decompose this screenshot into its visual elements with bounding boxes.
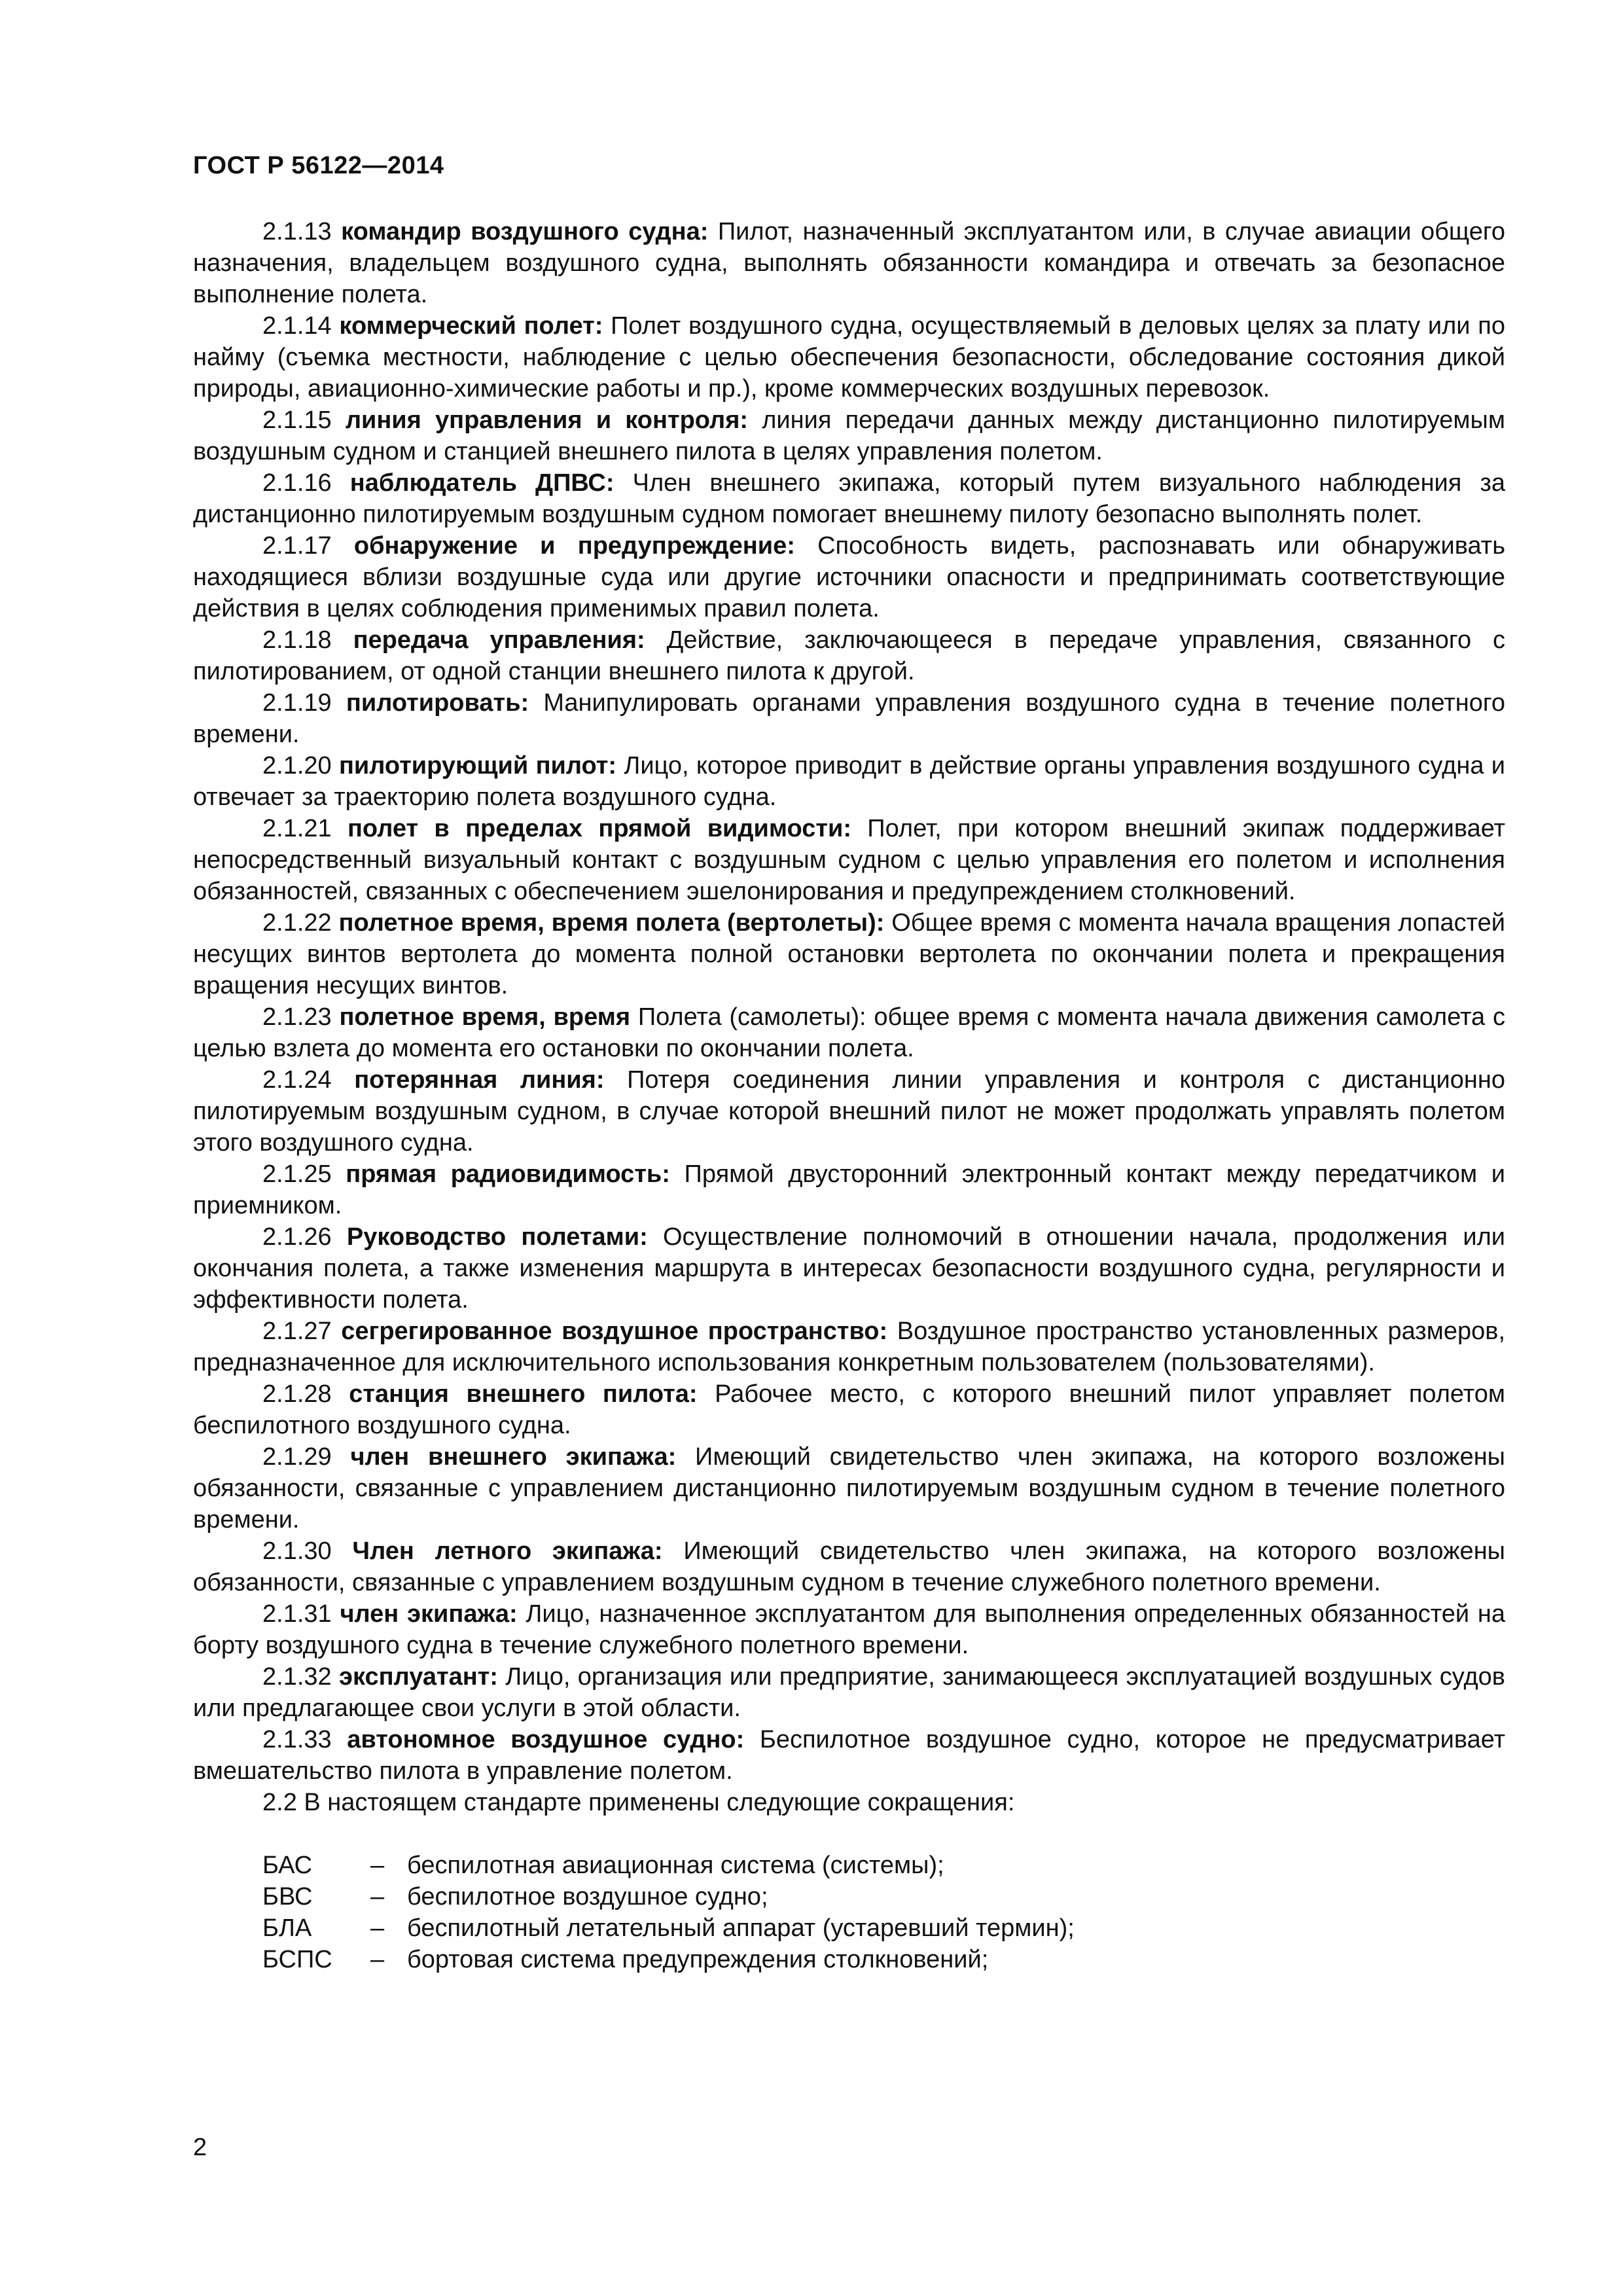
definition-paragraph xyxy=(193,1724,1505,1787)
abbreviation-code: БЛА xyxy=(262,1914,312,1942)
definition-text: Полет, при котором внешний экипаж поддерживает непосредственный визуальный контакт с воздушным судном с целью управления его полетом и исполнения обязанностей, связанных с обеспечением эшелонирования и предупреждением столкновений. xyxy=(193,815,1506,905)
definition-number: 2.1.14 xyxy=(262,312,332,340)
definition-paragraph xyxy=(193,1158,1505,1221)
abbreviation-dash: – xyxy=(370,1946,385,1973)
definition-number: 2.1.23 xyxy=(262,1003,332,1031)
definition-text: Общее время с момента начала вращения лопастей несущих винтов вертолета до момента полной остановки вертолета по окончании полета и прекращения вращения несущих винтов. xyxy=(193,909,1505,999)
definition-text: Способность видеть, распознавать или обнаруживать находящиеся вблизи воздушные суда или другие источники опасности и предпринимать соответствующие действия в целях соблюдения применимых правил полета. xyxy=(193,532,1505,622)
definition-term: станция внешнего пилота: xyxy=(349,1380,698,1408)
abbreviation-row xyxy=(193,1944,1505,1975)
definition-term: передача управления: xyxy=(353,626,645,654)
abbreviation-text: бортовая система предупреждения столкновений; xyxy=(407,1946,989,1973)
definition-term: полет в пределах прямой видимости: xyxy=(347,815,851,842)
abbreviations-intro: 2.2 В настоящем стандарте применены следующие сокращения: xyxy=(262,1789,1015,1816)
definition-term: обнаружение и предупреждение: xyxy=(353,532,795,560)
definition-paragraph xyxy=(193,1221,1505,1316)
definition-number: 2.1.22 xyxy=(262,909,332,937)
definition-paragraph xyxy=(193,216,1505,310)
definition-term: потерянная линия: xyxy=(354,1066,605,1094)
definition-paragraph xyxy=(193,813,1505,907)
abbreviation-row xyxy=(193,1912,1505,1944)
definition-paragraph xyxy=(193,1316,1505,1378)
definition-number: 2.1.21 xyxy=(262,815,332,842)
abbreviation-row xyxy=(193,1881,1505,1912)
definition-paragraph xyxy=(193,404,1505,467)
definition-term: полетное время, время полета (вертолеты): xyxy=(338,909,885,937)
definition-text: Имеющий свидетельство член экипажа, на которого возложены обязанности, связанные с управлением воздушным судном в течение служебного полетного времени. xyxy=(193,1537,1505,1596)
abbreviation-text: беспилотное воздушное судно; xyxy=(407,1883,768,1910)
definition-term: пилотирующий пилот: xyxy=(338,752,617,780)
definition-text: Полет воздушного судна, осуществляемый в деловых целях за плату или по найму (съемка местности, наблюдение с целью обеспечения безопасности, обследование состояния дикой природы, авиационно-химические работы и пр.), кроме коммерческих воздушных перевозок. xyxy=(193,312,1505,403)
definition-term: коммерческий полет: xyxy=(339,312,603,340)
definition-term: прямая радиовидимость: xyxy=(346,1160,670,1188)
definitions-list xyxy=(193,216,1505,1787)
definition-paragraph xyxy=(193,1378,1505,1441)
definition-text: Действие, заключающееся в передаче управления, связанного с пилотированием, от одной станции внешнего пилота к другой. xyxy=(193,626,1506,685)
definition-text: Член внешнего экипажа, который путем визуального наблюдения за дистанционно пилотируемым воздушным судном помогает внешнему пилоту безопасно выполнять полет. xyxy=(193,469,1506,528)
abbreviation-row xyxy=(193,1850,1505,1881)
abbreviation-dash: – xyxy=(370,1852,385,1879)
definition-term: Руководство полетами: xyxy=(346,1223,648,1251)
definition-number: 2.1.28 xyxy=(262,1380,332,1408)
definition-term: член внешнего экипажа: xyxy=(350,1443,677,1471)
definition-text: Рабочее место, с которого внешний пилот управляет полетом беспилотного воздушного судна. xyxy=(193,1380,1505,1439)
definition-text: Полета (самолеты): общее время с момента начала движения самолета с целью взлета до момента его остановки по окончании полета. xyxy=(193,1003,1505,1062)
definition-text: Лицо, организация или предприятие, занимающееся эксплуатацией воздушных судов или предлагающее свои услуги в этой области. xyxy=(193,1663,1505,1722)
definition-paragraph xyxy=(193,1535,1505,1598)
definition-term: командир воздушного судна: xyxy=(341,218,709,245)
definition-term: сегрегированное воздушное пространство: xyxy=(341,1318,888,1345)
definition-text: Манипулировать органами управления воздушного судна в течение полетного времени. xyxy=(193,689,1505,748)
definition-term: пилотировать: xyxy=(346,689,529,717)
definition-number: 2.1.24 xyxy=(262,1066,332,1094)
definition-text: Осуществление полномочий в отношении начала, продолжения или окончания полета, а также изменения маршрута в интересах безопасности воздушного судна, регулярности и эффективности полета. xyxy=(193,1223,1505,1314)
definition-text: Воздушное пространство установленных размеров, предназначенное для исключительного использования конкретным пользователем (пользователями). xyxy=(193,1318,1505,1376)
page-number: 2 xyxy=(193,2134,207,2161)
page-content xyxy=(193,216,1505,1975)
definition-number: 2.1.16 xyxy=(262,469,332,497)
definition-paragraph xyxy=(193,687,1505,750)
definition-term: член экипажа: xyxy=(340,1600,518,1628)
definition-text: Прямой двусторонний электронный контакт между передатчиком и приемником. xyxy=(193,1160,1505,1219)
definition-paragraph xyxy=(193,1661,1505,1724)
definition-text: Беспилотное воздушное судно, которое не предусматривает вмешательство пилота в управление полетом. xyxy=(193,1726,1505,1785)
definition-number: 2.1.15 xyxy=(262,406,332,434)
definition-number: 2.1.27 xyxy=(262,1318,332,1345)
definition-number: 2.1.26 xyxy=(262,1223,332,1251)
definition-term: полетное время, время xyxy=(339,1003,631,1031)
definition-term: линия управления и контроля: xyxy=(345,406,749,434)
abbreviation-code: БСПС xyxy=(262,1946,332,1973)
definition-paragraph xyxy=(193,1598,1505,1661)
definition-paragraph xyxy=(193,310,1505,404)
abbreviation-code: БВС xyxy=(262,1883,313,1910)
definition-paragraph xyxy=(193,1001,1505,1064)
definition-number: 2.1.13 xyxy=(262,218,332,245)
definition-text: линия передачи данных между дистанционно пилотируемым воздушным судном и станцией внешнего пилота в целях управления полетом. xyxy=(193,406,1505,465)
abbreviation-code: БАС xyxy=(262,1852,313,1879)
definition-number: 2.1.32 xyxy=(262,1663,332,1691)
definition-number: 2.1.20 xyxy=(262,752,332,780)
definition-paragraph xyxy=(193,750,1505,813)
definition-number: 2.1.31 xyxy=(262,1600,332,1628)
definition-paragraph xyxy=(193,1064,1505,1158)
abbreviation-text: беспилотный летательный аппарат (устаревший термин); xyxy=(407,1914,1075,1942)
definition-number: 2.1.29 xyxy=(262,1443,332,1471)
definition-term: эксплуатант: xyxy=(338,1663,498,1691)
definition-text: Лицо, которое приводит в действие органы управления воздушного судна и отвечает за траекторию полета воздушного судна. xyxy=(193,752,1506,811)
definition-text: Имеющий свидетельство член экипажа, на которого возложены обязанности, связанные с управлением дистанционно пилотируемым воздушным судном в течение полетного времени. xyxy=(193,1443,1505,1534)
definition-number: 2.1.33 xyxy=(262,1726,332,1753)
definition-paragraph xyxy=(193,907,1505,1001)
definition-term: автономное воздушное судно: xyxy=(347,1726,745,1753)
definition-number: 2.1.25 xyxy=(262,1160,332,1188)
definition-paragraph xyxy=(193,530,1505,624)
page-header-standard: ГОСТ Р 56122—2014 xyxy=(193,152,444,179)
definition-number: 2.1.18 xyxy=(262,626,332,654)
definition-number: 2.1.17 xyxy=(262,532,332,560)
definition-paragraph xyxy=(193,1441,1505,1535)
definition-term: Член летного экипажа: xyxy=(352,1537,663,1565)
definition-text: Потеря соединения линии управления и контроля с дистанционно пилотируемым воздушным судном, в случае которой внешний пилот не может продолжать управлять полетом этого воздушного судна. xyxy=(193,1066,1505,1157)
definition-text: Пилот, назначенный эксплуатантом или, в случае авиации общего назначения, владельцем воздушного судна, выполнять обязанности командира и отвечать за безопасное выполнение полета. xyxy=(193,218,1505,308)
definition-number: 2.1.19 xyxy=(262,689,332,717)
abbreviation-text: беспилотная авиационная система (системы); xyxy=(407,1852,944,1879)
definition-paragraph xyxy=(193,624,1505,687)
definition-number: 2.1.30 xyxy=(262,1537,332,1565)
definition-term: наблюдатель ДПВС: xyxy=(349,469,615,497)
abbreviation-dash: – xyxy=(370,1914,385,1942)
abbreviation-dash: – xyxy=(370,1883,385,1910)
definition-text: Лицо, назначенное эксплуатантом для выполнения определенных обязанностей на борту воздушного судна в течение служебного полетного времени. xyxy=(193,1600,1505,1659)
definition-paragraph xyxy=(193,467,1505,530)
abbreviations-list xyxy=(193,1850,1505,1975)
